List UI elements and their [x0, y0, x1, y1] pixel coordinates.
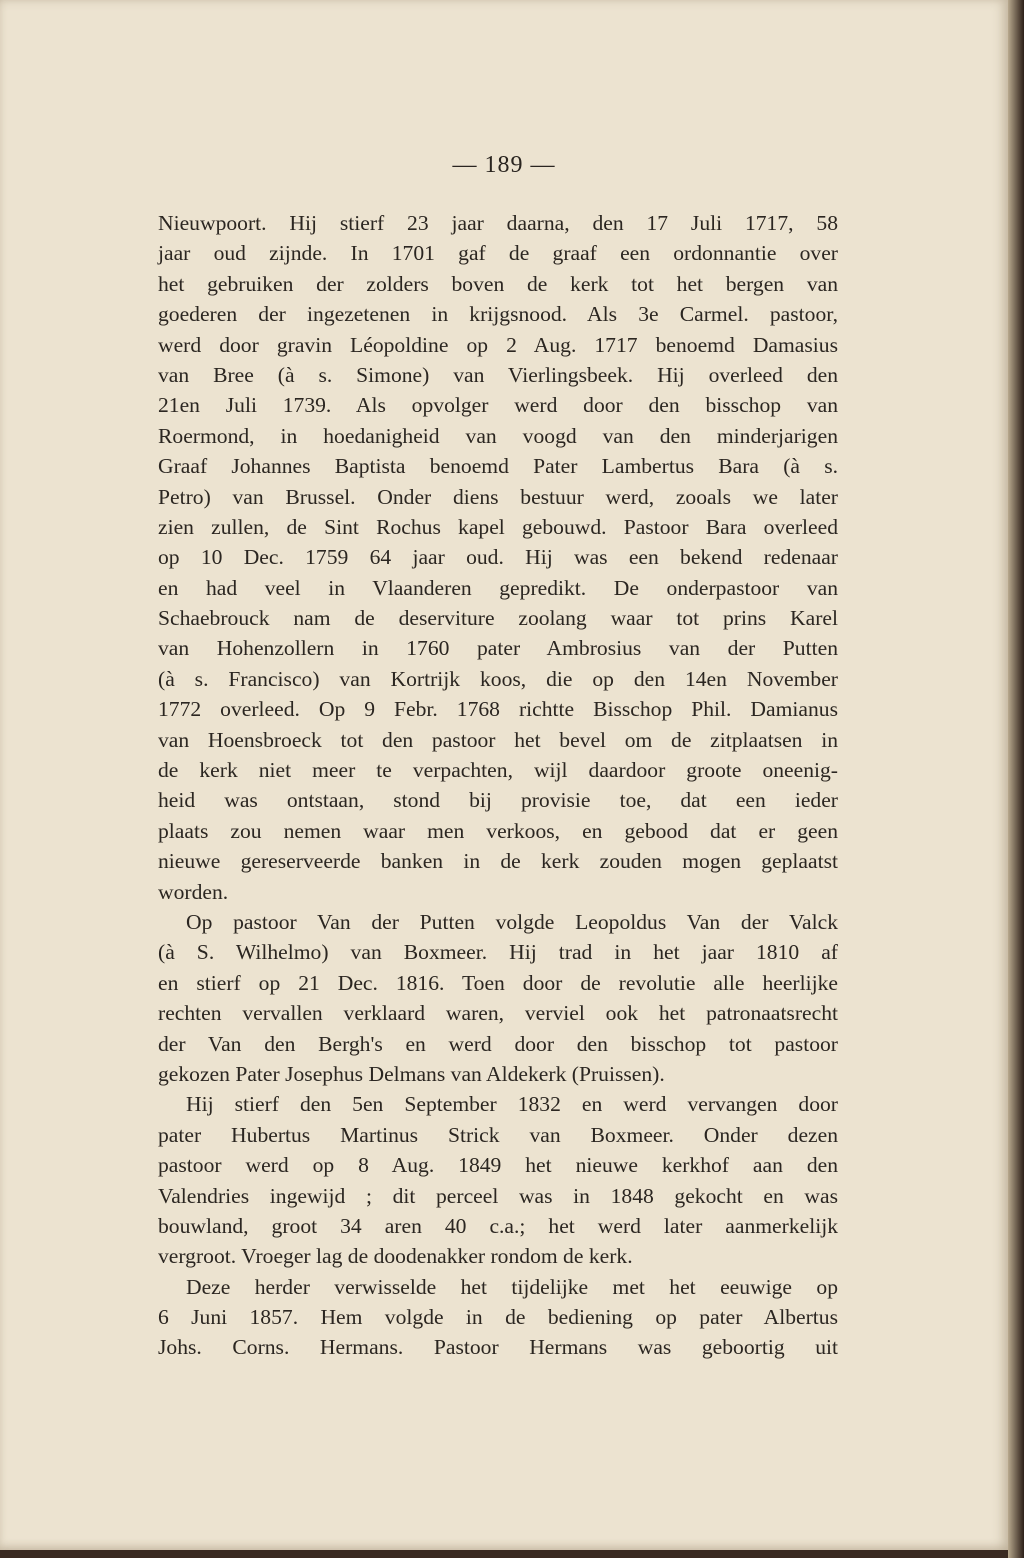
- text-line: vergroot. Vroeger lag de doodenakker rondom de kerk.: [158, 1244, 633, 1269]
- text-line: Petro) van Brussel. Onder diens bestuur werd, zooals we later: [158, 484, 838, 509]
- text-line: heid was ontstaan, stond bij provisie toe, dat een ieder: [158, 788, 838, 813]
- text-line: 6 Juni 1857. Hem volgde in de bediening op pater Albertus: [158, 1305, 838, 1330]
- text-line: rechten vervallen verklaard waren, verviel ook het patronaatsrecht: [158, 1001, 838, 1026]
- text-line: plaats zou nemen waar men verkoos, en gebood dat er geen: [158, 818, 838, 843]
- text-line: bouwland, groot 34 aren 40 c.a.; het werd later aanmerkelijk: [158, 1213, 838, 1238]
- text-line: Deze herder verwisselde het tijdelijke met het eeuwige op: [186, 1274, 838, 1299]
- text-line: Schaebrouck nam de deserviture zoolang waar tot prins Karel: [158, 606, 838, 631]
- text-line: Johs. Corns. Hermans. Pastoor Hermans was geboortig uit: [158, 1335, 838, 1360]
- page-number: — 189 —: [452, 152, 556, 178]
- text-line: op 10 Dec. 1759 64 jaar oud. Hij was een bekend redenaar: [158, 545, 838, 570]
- text-line: het gebruiken der zolders boven de kerk tot het bergen van: [158, 271, 838, 296]
- text-line: Roermond, in hoedanigheid van voogd van den minderjarigen: [158, 423, 838, 448]
- body-text: [158, 208, 838, 1363]
- text-line: werd door gravin Léopoldine op 2 Aug. 1717 benoemd Damasius: [158, 332, 838, 357]
- text-line: zien zullen, de Sint Rochus kapel gebouwd. Pastoor Bara overleed: [158, 514, 838, 539]
- book-edge: [1008, 0, 1024, 1558]
- text-line: pastoor werd op 8 Aug. 1849 het nieuwe kerkhof aan den: [158, 1153, 838, 1178]
- text-line: de kerk niet meer te verpachten, wijl daardoor groote oneenig-: [158, 758, 838, 783]
- text-line: van Hohenzollern in 1760 pater Ambrosius van der Putten: [158, 636, 838, 661]
- text-line: en had veel in Vlaanderen gepredikt. De onderpastoor van: [158, 575, 838, 600]
- text-line: Valendries ingewijd ; dit perceel was in 1848 gekocht en was: [158, 1183, 838, 1208]
- text-line: worden.: [158, 879, 229, 904]
- text-line: (à S. Wilhelmo) van Boxmeer. Hij trad in het jaar 1810 af: [158, 940, 838, 965]
- text-line: van Hoensbroeck tot den pastoor het bevel om de zitplaatsen in: [158, 727, 838, 752]
- text-line: en stierf op 21 Dec. 1816. Toen door de revolutie alle heerlijke: [158, 970, 838, 995]
- text-line: nieuwe gereserveerde banken in de kerk zouden mogen geplaatst: [158, 849, 838, 874]
- text-line: jaar oud zijnde. In 1701 gaf de graaf een ordonnantie over: [158, 241, 838, 266]
- text-line: der Van den Bergh's en werd door den bisschop tot pastoor: [158, 1031, 838, 1056]
- text-line: 1772 overleed. Op 9 Febr. 1768 richtte Bisschop Phil. Damianus: [158, 697, 838, 722]
- text-line: gekozen Pater Josephus Delmans van Aldekerk (Pruissen).: [158, 1061, 665, 1086]
- text-line: goederen der ingezetenen in krijgsnood. Als 3e Carmel. pastoor,: [158, 302, 838, 327]
- text-line: Op pastoor Van der Putten volgde Leopoldus Van der Valck: [186, 909, 838, 934]
- text-line: van Bree (à s. Simone) van Vierlingsbeek. Hij overleed den: [158, 362, 838, 387]
- text-line: pater Hubertus Martinus Strick van Boxmeer. Onder dezen: [158, 1122, 838, 1147]
- text-line: (à s. Francisco) van Kortrijk koos, die op den 14en November: [158, 666, 838, 691]
- text-line: Hij stierf den 5en September 1832 en werd vervangen door: [186, 1092, 838, 1117]
- text-line: Nieuwpoort. Hij stierf 23 jaar daarna, den 17 Juli 1717, 58: [158, 211, 838, 235]
- text-line: 21en Juli 1739. Als opvolger werd door den bisschop van: [158, 393, 838, 418]
- text-line: Graaf Johannes Baptista benoemd Pater Lambertus Bara (à s.: [158, 454, 838, 479]
